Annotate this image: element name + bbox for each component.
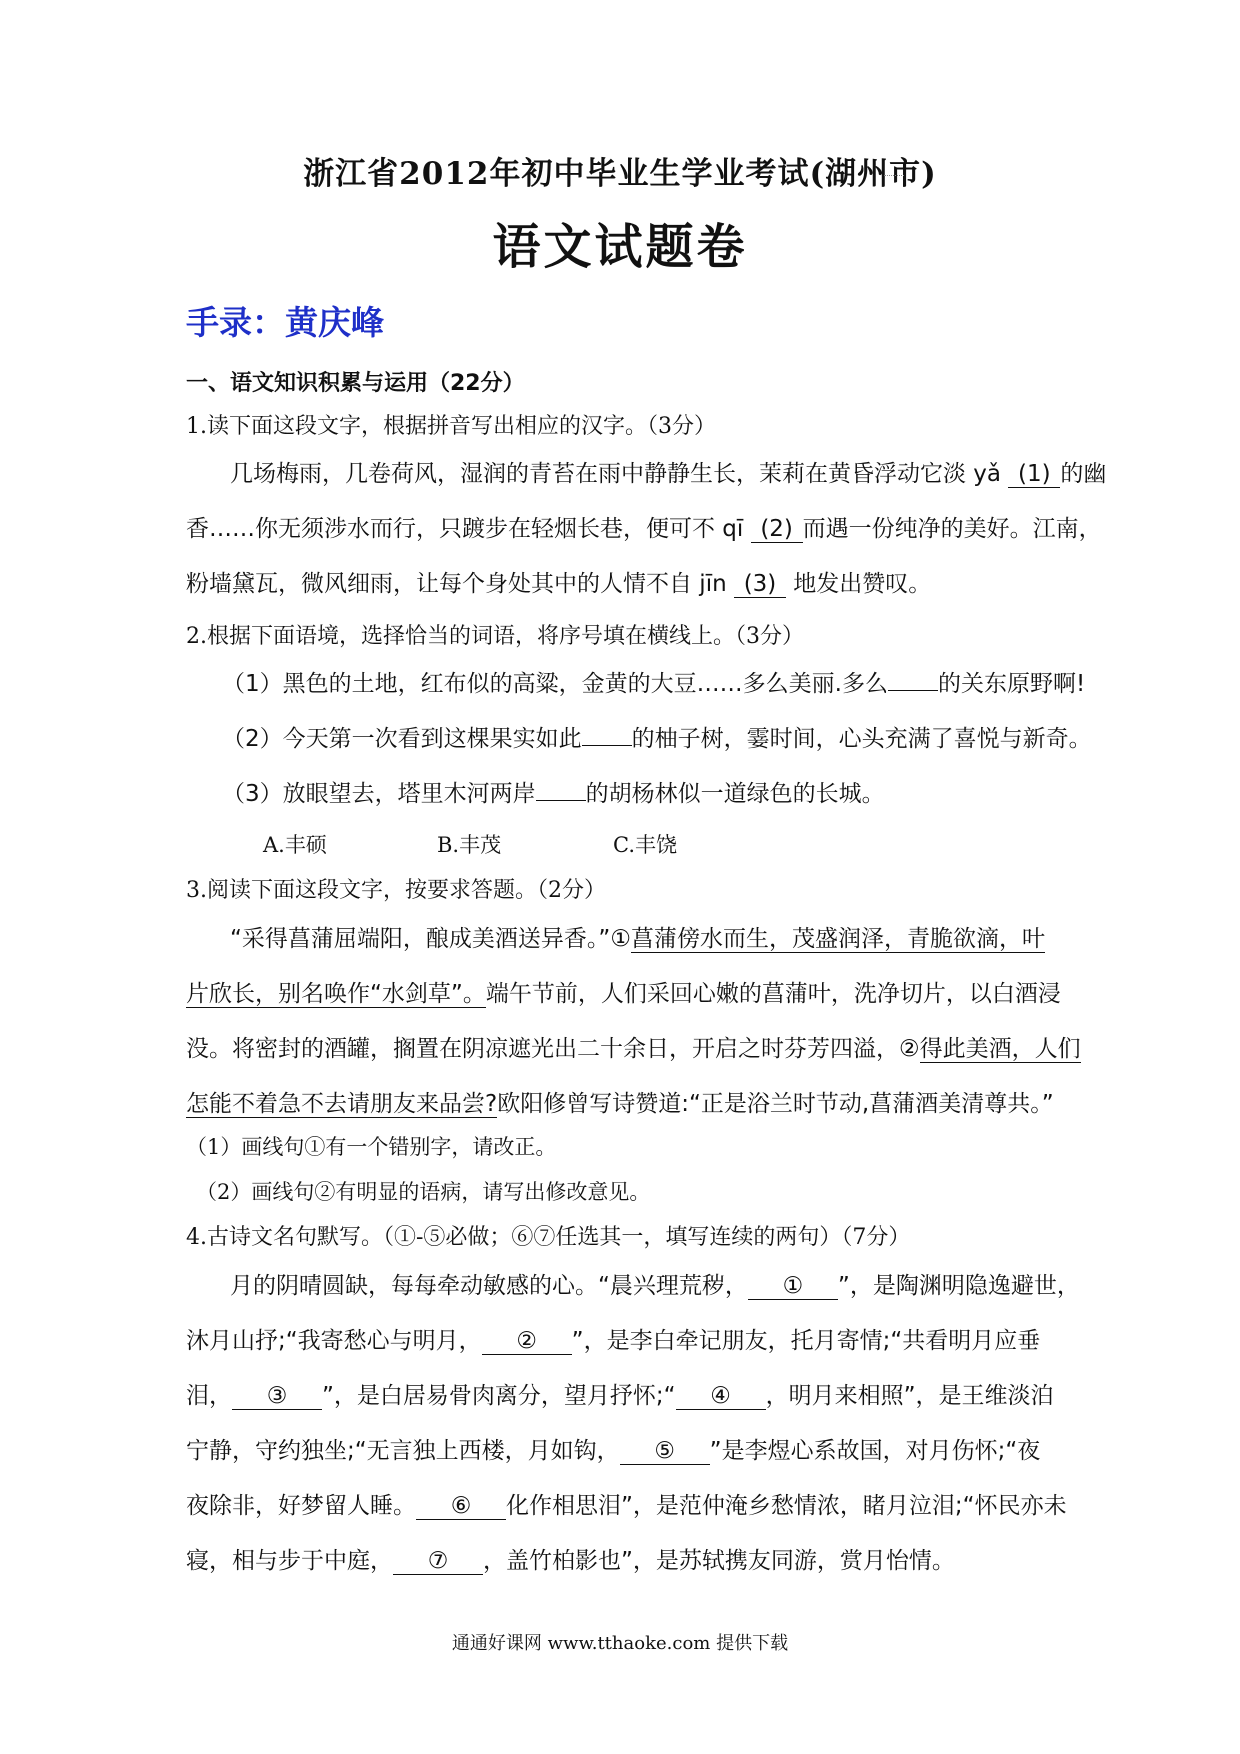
q4-text: 夜除非，好梦留人睡。 bbox=[186, 1493, 416, 1519]
q4-text: ”，是白居易骨肉离分，望月抒怀;“ bbox=[322, 1383, 676, 1409]
q4-text: 宁静，守约独坐;“无言独上西楼，月如钩， bbox=[186, 1438, 620, 1464]
q3-sub-1: （1）画线句①有一个错别字，请改正。 bbox=[186, 1135, 557, 1159]
q2-option-c: C.丰饶 bbox=[613, 833, 677, 857]
q4-text: 沐月山抒;“我寄愁心与明月， bbox=[186, 1328, 482, 1354]
q4-text: ”，是陶渊明隐逸避世， bbox=[837, 1273, 1080, 1299]
q2-blank-3 bbox=[536, 800, 586, 801]
q3-underlined-1: 菖蒲傍水而生，茂盛润泽，青脆欲滴，叶 bbox=[630, 926, 1045, 952]
q4-text: 化作相思泪”，是范仲淹乡愁情浓，睹月泣泪;“怀民亦未 bbox=[506, 1493, 1067, 1519]
q4-text: 泪， bbox=[186, 1383, 232, 1409]
q1-blank-3: (3) bbox=[734, 572, 786, 598]
q1-blank-1: (1) bbox=[1008, 462, 1060, 488]
q2-sentence-1 bbox=[222, 665, 1085, 698]
q4-prompt: 4.古诗文名句默写。（①-⑤必做；⑥⑦任选其一，填写连续的两句）（7分） bbox=[186, 1225, 911, 1250]
q4-line-4 bbox=[186, 1432, 1056, 1465]
q4-blank-1: ① bbox=[748, 1274, 838, 1300]
q3-text: 没。将密封的酒罐，搁置在阴凉遮光出二十余日，开启之时芬芳四溢，② bbox=[186, 1036, 920, 1062]
q2-blank-1 bbox=[888, 690, 938, 691]
q3-line-4 bbox=[186, 1085, 1056, 1118]
q1-blank-2: (2) bbox=[751, 517, 803, 543]
q3-text: 欧阳修曾写诗赞道:“正是浴兰时节动,菖蒲酒美清尊共。” bbox=[497, 1091, 1054, 1117]
q3-line-1 bbox=[230, 920, 1100, 953]
q2-text: （2）今天第一次看到这棵果实如此 bbox=[222, 726, 582, 752]
q4-text: ”，是李白牵记朋友，托月寄情;“共看明月应垂 bbox=[571, 1328, 1041, 1354]
q4-line-6 bbox=[186, 1542, 1056, 1575]
q1-line-3 bbox=[186, 565, 1056, 598]
q4-text: ，盖竹柏影也”，是苏轼携友同游，赏月怡情。 bbox=[483, 1548, 955, 1574]
q2-sentence-3 bbox=[222, 775, 885, 808]
q3-text: “采得菖蒲屈端阳，酿成美酒送异香。”① bbox=[230, 926, 631, 952]
q2-text: 的关东原野啊! bbox=[937, 671, 1086, 697]
q4-blank-4: ④ bbox=[676, 1384, 766, 1410]
q2-option-b: B.丰茂 bbox=[437, 833, 502, 857]
q1-text: 的幽 bbox=[1060, 461, 1107, 487]
q2-text: 的柚子树，霎时间，心头充满了喜悦与新奇。 bbox=[631, 726, 1092, 752]
q4-blank-7: ⑦ bbox=[393, 1549, 483, 1575]
q3-line-3 bbox=[186, 1030, 1081, 1063]
section-heading: 一、语文知识积累与运用（22分） bbox=[186, 371, 525, 396]
q1-line-1 bbox=[230, 455, 1107, 488]
exam-subtitle: 语文试题卷 bbox=[492, 219, 748, 275]
q2-blank-2 bbox=[582, 745, 632, 746]
q2-text: （3）放眼望去，塔里木河两岸 bbox=[222, 781, 536, 807]
q4-line-3 bbox=[186, 1377, 1056, 1410]
q4-blank-5: ⑤ bbox=[620, 1439, 710, 1465]
q4-line-1 bbox=[230, 1267, 1100, 1300]
q4-text: ，明月来相照”，是王维淡泊 bbox=[765, 1383, 1054, 1409]
q3-underlined-2-cont: 怎能不着急不去请朋友来品尝? bbox=[186, 1091, 498, 1117]
q3-underlined-2: 得此美酒，人们 bbox=[919, 1036, 1081, 1062]
q4-text: 寝，相与步于中庭， bbox=[186, 1548, 393, 1574]
q1-text: 香……你无须涉水而行，只踱步在轻烟长巷，便可不 qī bbox=[186, 516, 751, 542]
q3-sub-2: （2）画线句②有明显的语病，请写出修改意见。 bbox=[196, 1180, 651, 1204]
q2-prompt: 2.根据下面语境，选择恰当的词语，将序号填在横线上。（3分） bbox=[186, 624, 804, 649]
scan-mark bbox=[884, 175, 904, 178]
q1-text: 粉墙黛瓦，微风细雨，让每个身处其中的人情不自 jīn bbox=[186, 571, 734, 597]
q3-line-2 bbox=[186, 975, 1061, 1008]
footer-credit: 通通好课网 www.tthaoke.com 提供下载 bbox=[451, 1633, 789, 1654]
q2-text: （1）黑色的土地，红布似的高粱，金黄的大豆……多么美丽.多么 bbox=[222, 671, 888, 697]
q4-text: ”是李煜心系故国，对月伤怀;“夜 bbox=[709, 1438, 1041, 1464]
q3-text: 端午节前，人们采回心嫩的菖蒲叶，洗净切片，以白酒浸 bbox=[485, 981, 1061, 1007]
q4-blank-2: ② bbox=[482, 1329, 572, 1355]
q4-line-2 bbox=[186, 1322, 1056, 1355]
q2-sentence-2 bbox=[222, 720, 1092, 753]
q4-text: 月的阴晴圆缺，每每牵动敏感的心。“晨兴理荒秽， bbox=[230, 1273, 748, 1299]
author-credit: 手录：黄庆峰 bbox=[186, 303, 384, 342]
q4-blank-6: ⑥ bbox=[416, 1494, 506, 1520]
exam-title: 浙江省2012年初中毕业生学业考试(湖州市) bbox=[303, 156, 937, 192]
q3-prompt: 3.阅读下面这段文字，按要求答题。（2分） bbox=[186, 878, 606, 903]
q2-option-a: A.丰硕 bbox=[263, 833, 327, 857]
q1-text: 地发出赞叹。 bbox=[785, 571, 932, 597]
q4-line-5 bbox=[186, 1487, 1067, 1520]
q1-prompt: 1.读下面这段文字，根据拼音写出相应的汉字。（3分） bbox=[186, 414, 716, 439]
q1-text: 几场梅雨，几卷荷风，湿润的青苔在雨中静静生长，茉莉在黄昏浮动它淡 yǎ bbox=[230, 461, 1009, 487]
q3-underlined-1-cont: 片欣长，别名唤作“水剑草”。 bbox=[186, 981, 486, 1007]
q2-text: 的胡杨林似一道绿色的长城。 bbox=[585, 781, 885, 807]
q4-blank-3: ③ bbox=[232, 1384, 322, 1410]
q1-line-2 bbox=[186, 510, 1102, 543]
q1-text: 而遇一份纯净的美好。江南， bbox=[802, 516, 1102, 542]
